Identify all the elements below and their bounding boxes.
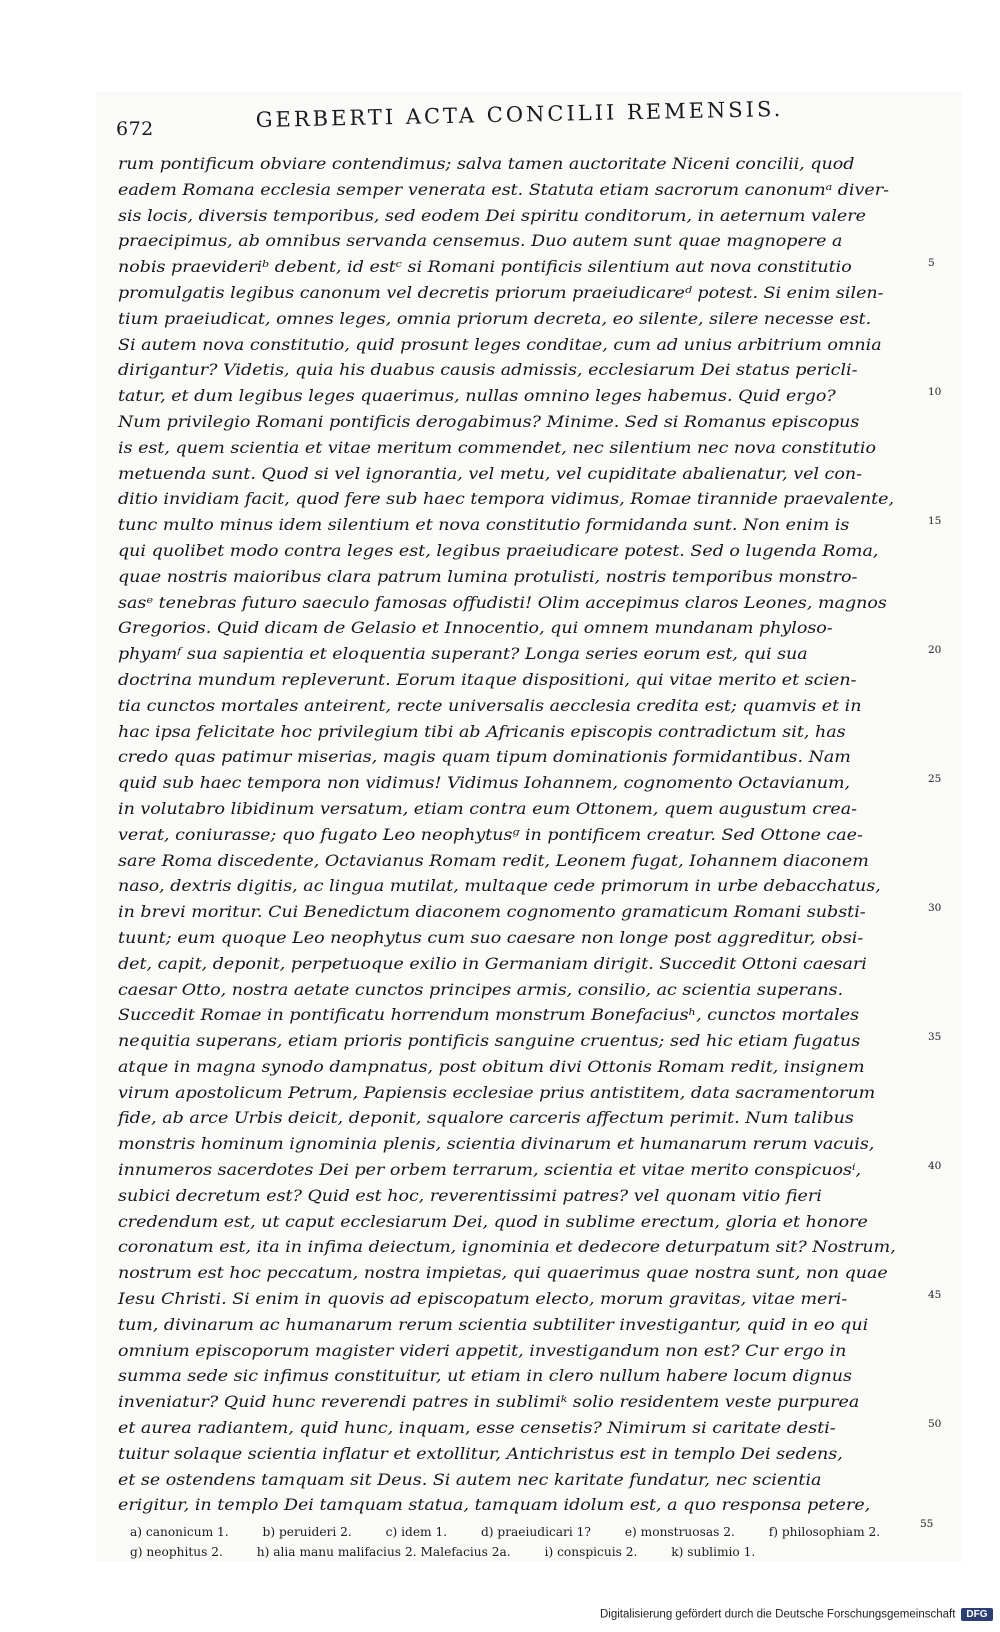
line-text: nequitia superans, etiam prioris pontificis sanguine cruentus; sed hic etiam fugatus	[118, 1032, 861, 1051]
text-line	[118, 926, 944, 952]
line-text: caesar Otto, nostra aetate cunctos principes armis, consilio, ac scientia superans.	[118, 980, 844, 999]
body-text	[118, 152, 944, 1519]
footer-text: Digitalisierung gefördert durch die Deutsche Forschungsgemeinschaft	[600, 1608, 956, 1621]
line-text: sasᵉ tenebras futuro saeculo famosas offudisti! Olim accepimus claros Leones, magnos	[118, 593, 887, 612]
line-number: 10	[928, 386, 942, 399]
line-text: tuunt; eum quoque Leo neophytus cum suo caesare non longe post aggreditur, obsi-	[118, 928, 864, 947]
line-text: tuitur solaque scientia inflatur et extollitur, Antichristus est in templo Dei sedens,	[118, 1444, 843, 1463]
line-text: coronatum est, ita in infima deiectum, ignominia et dedecore deturpatum sit? Nostrum,	[118, 1238, 896, 1257]
footnote-e: e) monstruosas 2.	[624, 1525, 735, 1539]
text-line	[118, 720, 944, 746]
text-line	[118, 1132, 944, 1158]
footnote-line	[130, 1518, 934, 1542]
line-text: quae nostris maioribus clara patrum lumina protulisti, nostris temporibus monstro-	[118, 567, 858, 586]
text-line	[118, 1029, 944, 1055]
text-line	[118, 436, 944, 462]
line-text: tatur, et dum legibus leges quaerimus, nullas omnino leges habemus. Quid ergo?	[118, 387, 836, 406]
line-text: tum, divinarum ac humanarum rerum scientia subtiliter investigantur, quid in eo qui	[118, 1315, 869, 1334]
footnotes	[130, 1518, 934, 1562]
line-number: 45	[928, 1289, 942, 1302]
line-text: det, capit, deponit, perpetuoque exilio in Germaniam dirigit. Succedit Ottoni caesari	[118, 954, 867, 973]
line-text: monstris hominum ignominia plenis, scientia divinarum et humanarum rerum vacuis,	[118, 1135, 875, 1154]
text-line	[118, 410, 944, 436]
text-line	[118, 874, 944, 900]
text-line	[118, 1158, 944, 1184]
text-line	[118, 1003, 944, 1029]
page-header	[116, 96, 956, 148]
line-number: 25	[928, 773, 942, 786]
line-text: hac ipsa felicitate hoc privilegium tibi ab Africanis episcopis contradictum sit, has	[118, 722, 846, 741]
footnote-f: f) philosophiam 2.	[768, 1525, 881, 1539]
line-number: 30	[928, 902, 942, 915]
line-text: doctrina mundum repleverunt. Eorum itaque dispositioni, qui vitae merito et scien-	[118, 670, 857, 689]
line-text: eadem Romana ecclesia semper venerata est. Statuta etiam sacrorum canonumᵃ diver-	[118, 180, 889, 199]
line-text: fide, ab arce Urbis deicit, deponit, squalore carceris affectum perimit. Num talibus	[118, 1109, 854, 1128]
text-line	[118, 1313, 944, 1339]
text-line	[118, 591, 944, 617]
footnote-d: d) praeiudicari 1?	[480, 1525, 591, 1539]
footnote-c: c) idem 1.	[385, 1525, 448, 1539]
line-text: promulgatis legibus canonum vel decretis priorum praeiudicareᵈ potest. Si enim silen-	[118, 283, 884, 302]
text-line	[118, 1081, 944, 1107]
text-line	[118, 1235, 944, 1261]
text-line	[118, 281, 944, 307]
text-line	[118, 152, 944, 178]
text-line	[118, 642, 944, 668]
text-line	[118, 462, 944, 488]
line-text: credo quas patimur miserias, magis quam tipum dominationis formidantibus. Nam	[118, 748, 851, 767]
line-text: qui quolibet modo contra leges est, legibus praeiudicare potest. Sed o lugenda Roma,	[118, 541, 879, 560]
text-line	[118, 539, 944, 565]
line-text: Gregorios. Quid dicam de Gelasio et Innocentio, qui omnem mundanam phyloso-	[118, 619, 833, 638]
footnote-b: b) peruideri 2.	[262, 1525, 352, 1539]
digitization-footer	[600, 1608, 1000, 1632]
text-line	[118, 1287, 944, 1313]
line-text: tia cunctos mortales anteirent, recte universalis aecclesia credita est; quamvis et in	[118, 696, 862, 715]
line-text: sare Roma discedente, Octavianus Romam redit, Leonem fugat, Iohannem diaconem	[118, 851, 869, 870]
text-line	[118, 1339, 944, 1365]
line-text: nobis praevideriᵇ debent, id estᶜ si Romani pontificis silentium aut nova constitutio	[118, 258, 852, 277]
text-line	[118, 616, 944, 642]
text-line	[118, 255, 944, 281]
line-text: sis locis, diversis temporibus, sed eodem Dei spiritu conditorum, in aeternum valere	[118, 206, 866, 225]
footnote-i: i) conspicuis 2.	[544, 1545, 638, 1559]
line-text: phyamᶠ sua sapientia et eloquentia superant? Longa series eorum est, qui sua	[118, 645, 808, 664]
footnote-g: g) neophitus 2.	[130, 1545, 223, 1559]
line-text: verat, coniurasse; quo fugato Leo neophytusᵍ in pontificem creatur. Sed Ottone cae-	[118, 825, 863, 844]
line-text: Succedit Romae in pontificatu horrendum monstrum Bonefaciusʰ, cunctos mortales	[118, 1006, 860, 1025]
line-text: erigitur, in templo Dei tamquam statua, tamquam idolum est, a quo responsa petere,	[118, 1496, 871, 1515]
line-text: ditio invidiam facit, quod fere sub haec tempora vidimus, Romae tirannide praevalente,	[118, 490, 895, 509]
text-line	[118, 1106, 944, 1132]
line-text: virum apostolicum Petrum, Papiensis ecclesiae prius antistitem, data sacramentorum	[118, 1083, 876, 1102]
text-line	[118, 358, 944, 384]
line-text: summa sede sic infimus constituitur, ut etiam in clero nullum habere locum dignus	[118, 1367, 853, 1386]
text-line	[118, 1261, 944, 1287]
line-number: 5	[928, 257, 935, 270]
text-line	[118, 745, 944, 771]
text-line	[118, 1390, 944, 1416]
running-title: GERBERTI ACTA CONCILII REMENSIS.	[255, 96, 784, 132]
text-line	[118, 978, 944, 1004]
text-line	[118, 1468, 944, 1494]
line-text: subici decretum est? Quid est hoc, reverentissimi patres? vel quonam vitio fieri	[118, 1186, 822, 1205]
text-line	[118, 229, 944, 255]
text-line	[118, 333, 944, 359]
line-text: quid sub haec tempora non vidimus! Vidimus Iohannem, cognomento Octavianum,	[118, 774, 851, 793]
line-text: innumeros sacerdotes Dei per orbem terrarum, scientia et vitae merito conspicuosⁱ,	[118, 1161, 862, 1180]
text-line	[118, 384, 944, 410]
text-line	[118, 565, 944, 591]
line-text: inveniatur? Quid hunc reverendi patres in sublimiᵏ solio residentem veste purpurea	[118, 1393, 860, 1412]
text-line	[118, 823, 944, 849]
page-number: 672	[116, 118, 154, 140]
line-text: in volutabro libidinum versatum, etiam contra eum Ottonem, quem augustum crea-	[118, 799, 858, 818]
line-text: metuenda sunt. Quod si vel ignorantia, vel metu, vel cupiditate abalienatur, vel con-	[118, 464, 862, 483]
line-number: 50	[928, 1418, 942, 1431]
text-line	[118, 694, 944, 720]
footnote-a: a) canonicum 1.	[130, 1525, 229, 1539]
text-line	[118, 849, 944, 875]
line-number: 35	[928, 1031, 942, 1044]
line-text: credendum est, ut caput ecclesiarum Dei, quod in sublime erectum, gloria et honore	[118, 1212, 868, 1231]
line-text: et se ostendens tamquam sit Deus. Si autem nec karitate fundatur, nec scientia	[118, 1470, 822, 1489]
text-line	[118, 1442, 944, 1468]
line-text: tium praeiudicat, omnes leges, omnia priorum decreta, eo silente, silere necesse est.	[118, 309, 872, 328]
line-text: dirigantur? Videtis, quia his duabus causis admissis, ecclesiarum Dei status pericli-	[118, 361, 858, 380]
line-number: 15	[928, 515, 942, 528]
text-line	[118, 1364, 944, 1390]
text-line	[118, 513, 944, 539]
text-line	[118, 952, 944, 978]
text-line	[118, 1055, 944, 1081]
text-line	[118, 307, 944, 333]
line-text: praecipimus, ab omnibus servanda censemus. Duo autem sunt quae magnopere a	[118, 232, 843, 251]
text-line	[118, 487, 944, 513]
footnote-k: k) sublimio 1.	[671, 1545, 756, 1559]
text-line	[118, 1184, 944, 1210]
line-text: Iesu Christi. Si enim in quovis ad episcopatum electo, morum gravitas, vitae meri-	[118, 1290, 848, 1309]
line-text: is est, quem scientia et vitae meritum commendet, nec silentium nec nova constitutio	[118, 438, 877, 457]
line-text: Si autem nova constitutio, quid prosunt leges conditae, cum ad unius arbitrium omnia	[118, 335, 882, 354]
line-text: et aurea radiantem, quid hunc, inquam, esse censetis? Nimirum si caritate desti-	[118, 1419, 836, 1438]
text-line	[118, 797, 944, 823]
text-line	[118, 668, 944, 694]
line-text: Num privilegio Romani pontificis derogabimus? Minime. Sed si Romanus episcopus	[118, 412, 860, 431]
line-number-55: 55	[920, 1518, 934, 1530]
text-line	[118, 204, 944, 230]
line-text: tunc multo minus idem silentium et nova constitutio formidanda sunt. Non enim is	[118, 516, 850, 535]
footnote-h: h) alia manu malifacius 2. Malefacius 2a.	[256, 1545, 511, 1559]
footnote-line	[130, 1542, 930, 1562]
line-text: omnium episcoporum magister videri appetit, investigandum non est? Cur ergo in	[118, 1341, 847, 1360]
line-text: nostrum est hoc peccatum, nostra impietas, qui quaerimus quae nostra sunt, non quae	[118, 1264, 888, 1283]
line-text: naso, dextris digitis, ac lingua mutilat, multaque cede primorum in urbe debacchatus,	[118, 877, 881, 896]
text-line	[118, 900, 944, 926]
text-line	[118, 1210, 944, 1236]
line-number: 40	[928, 1160, 942, 1173]
line-text: in brevi moritur. Cui Benedictum diaconem cognomento gramaticum Romani substi-	[118, 903, 866, 922]
line-number: 20	[928, 644, 942, 657]
line-text: rum pontificum obviare contendimus; salva tamen auctoritate Niceni concilii, quod	[118, 155, 855, 173]
text-line	[118, 178, 944, 204]
text-line	[118, 1493, 944, 1519]
line-text: atque in magna synodo dampnatus, post obitum divi Ottonis Romam redit, insignem	[118, 1057, 865, 1076]
text-line	[118, 771, 944, 797]
text-line	[118, 1416, 944, 1442]
dfg-logo: DFG	[961, 1608, 992, 1621]
